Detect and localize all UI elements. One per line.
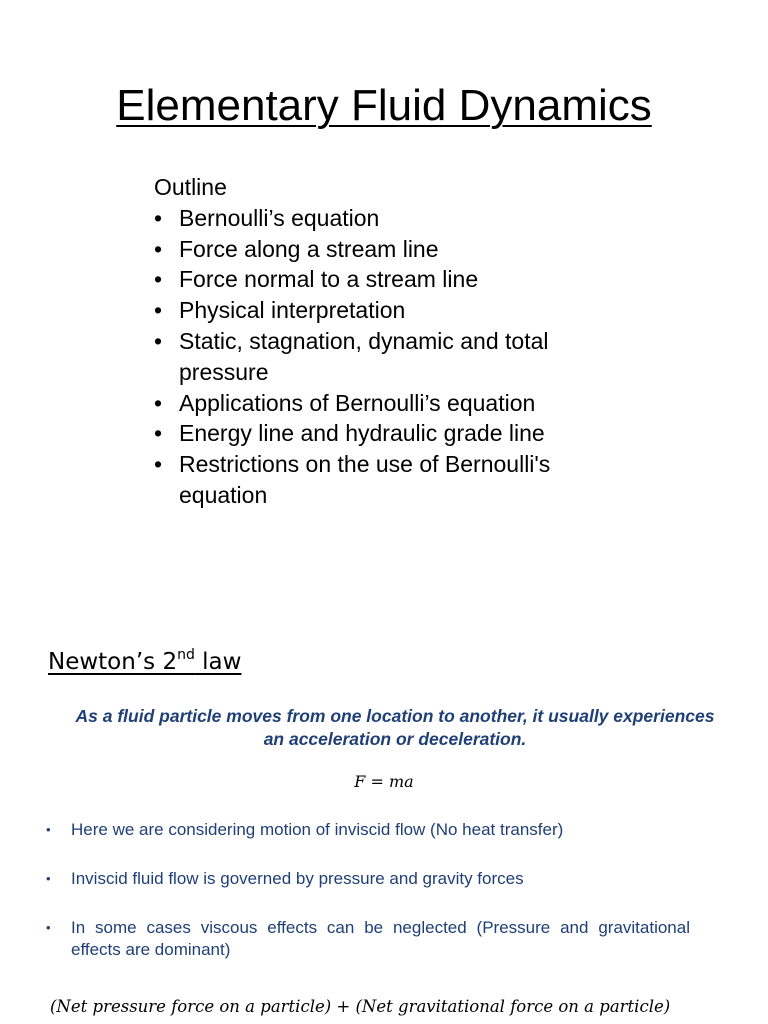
outline-item [154, 418, 614, 449]
point-text: Here we are considering motion of inviscid flow (No heat transfer) [71, 820, 564, 839]
outline-item [154, 234, 614, 265]
outline-item [154, 264, 614, 295]
outline-item-text-continued: equation [179, 481, 268, 508]
outline-item [154, 295, 614, 326]
outline-item-text: Force normal to a stream line [179, 266, 479, 293]
bullet-icon: • [154, 297, 163, 324]
outline-item [154, 449, 614, 511]
bullet-icon: • [46, 822, 51, 837]
point-text: In some cases viscous effects can be neglected (Pressure and gravitational effects are dominant) [71, 918, 690, 959]
bullet-icon: • [154, 327, 163, 354]
bullet-icon: • [154, 235, 163, 262]
lead-line-1: As a fluid particle moves from one location to another, it usually experiences [75, 706, 715, 726]
outline-item [154, 388, 614, 419]
outline-item-text: Applications of Bernoulli’s equation [179, 389, 536, 416]
force-balance-equation [50, 996, 670, 1018]
outline-item-text: Energy line and hydraulic grade line [179, 420, 545, 447]
point-text: Inviscid fluid flow is governed by pressure and gravity forces [71, 869, 524, 888]
newton-formula: F = ma [354, 772, 414, 791]
bullet-icon: • [154, 204, 163, 231]
outline-item-text: Bernoulli’s equation [179, 204, 380, 231]
equation-plus: + [331, 997, 356, 1016]
outline-item-text: Physical interpretation [179, 297, 406, 324]
title-main: Newton’s 2 [48, 649, 178, 675]
outline-list [154, 203, 614, 511]
point-item [46, 819, 690, 841]
equation-right-term: (Net gravitational force on a particle) [355, 997, 671, 1016]
outline-heading: Outline [154, 174, 227, 200]
bullet-icon: • [46, 871, 51, 886]
lead-statement [30, 705, 760, 751]
outline-item-text-continued: pressure [179, 358, 269, 385]
outline-item [154, 203, 614, 234]
bullet-icon: • [154, 420, 163, 447]
point-item [46, 917, 690, 961]
bullet-icon: • [154, 451, 163, 478]
title-end: law [194, 649, 242, 675]
points-list [46, 819, 690, 988]
slide-2-title-underline [48, 649, 241, 675]
slide-title: Elementary Fluid Dynamics [116, 81, 652, 130]
outline-item-text: Force along a stream line [179, 235, 439, 262]
bullet-icon: • [46, 920, 51, 935]
slide-2-title [48, 647, 241, 677]
outline-item [154, 326, 614, 388]
title-superscript: nd [177, 647, 195, 663]
lead-line-2: an acceleration or deceleration. [263, 729, 527, 749]
outline-item-text: Restrictions on the use of Bernoulli's [179, 451, 551, 478]
bullet-icon: • [154, 266, 163, 293]
bullet-icon: • [154, 389, 163, 416]
outline-block [154, 172, 614, 511]
equation-left-term: (Net pressure force on a particle) [50, 997, 332, 1016]
outline-item-text: Static, stagnation, dynamic and total [179, 327, 549, 354]
point-item [46, 868, 690, 890]
slide-2 [0, 576, 768, 1024]
